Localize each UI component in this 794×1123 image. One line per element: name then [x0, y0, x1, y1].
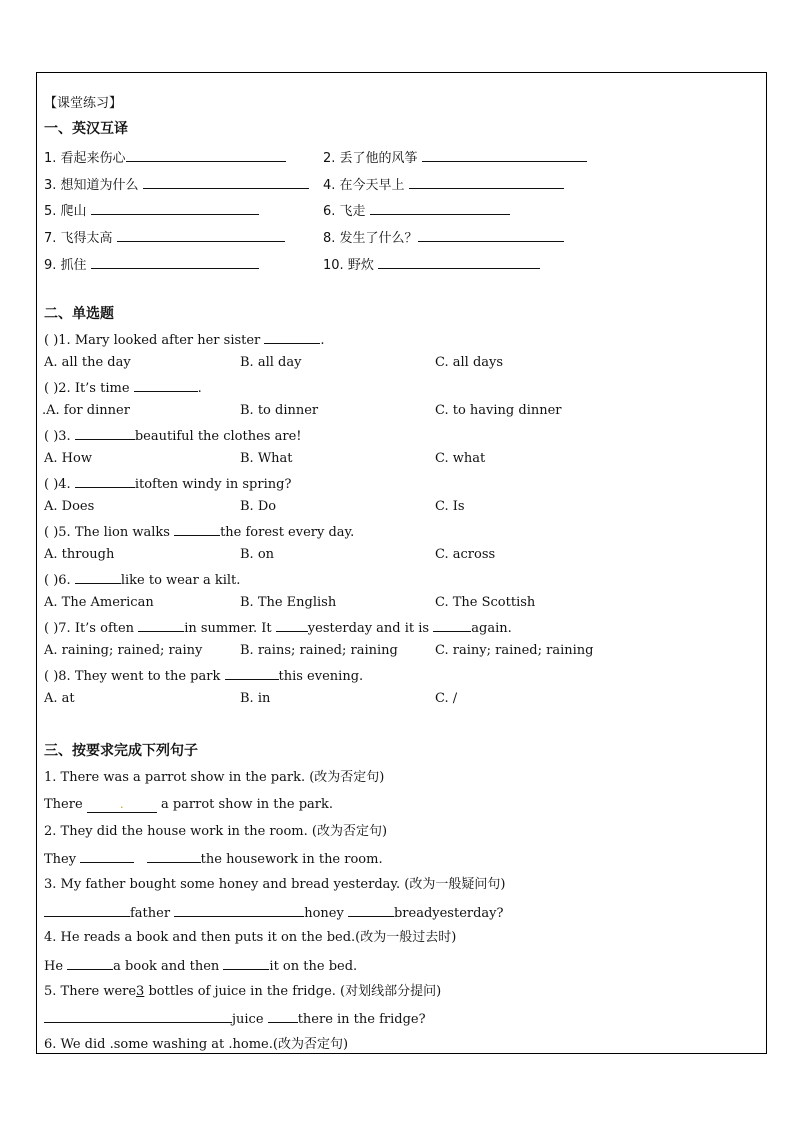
rewrite-question — [44, 984, 441, 1000]
mc-question — [44, 427, 302, 445]
translation-item — [44, 202, 259, 220]
mc-question — [44, 523, 354, 541]
answer-blank[interactable] — [44, 904, 130, 917]
question-text: 3. — [58, 429, 71, 444]
question-text: 5. The lion walks — [58, 525, 170, 540]
rewrite-question: 4. He reads a book and then puts it on the bed.(改为一般过去时) — [44, 930, 457, 945]
answer-blank[interactable] — [433, 619, 471, 632]
item-text: 抓住 — [60, 258, 87, 273]
option-b: B. on — [240, 547, 275, 562]
answer-bracket[interactable]: ( ) — [44, 381, 59, 396]
item-text: 飞得太高 — [60, 231, 113, 246]
answer-text: juice — [232, 1012, 264, 1027]
answer-blank[interactable] — [174, 523, 220, 536]
answer-blank[interactable] — [138, 619, 184, 632]
answer-bracket[interactable]: ( ) — [44, 429, 59, 444]
option-a: A. all the day — [44, 355, 131, 370]
option-b: B. to dinner — [240, 403, 319, 418]
option-a: A. at — [44, 691, 75, 706]
answer-blank[interactable] — [378, 256, 540, 269]
answer-blank[interactable] — [409, 176, 564, 189]
answer-text: father — [130, 906, 171, 921]
answer-blank[interactable] — [75, 427, 135, 440]
answer-blank[interactable] — [264, 331, 320, 344]
item-text: 丢了他的风筝 — [339, 151, 418, 166]
item-number: 1. — [44, 151, 57, 166]
question-text: this evening. — [278, 669, 364, 684]
question-text: beautiful the clothes are! — [134, 429, 302, 444]
translation-item — [44, 149, 286, 167]
mc-question — [44, 619, 512, 637]
mc-question — [44, 379, 202, 397]
answer-text: a book and then — [113, 959, 220, 974]
translation-item — [323, 229, 564, 247]
answer-blank[interactable] — [126, 149, 286, 162]
item-text: 想知道为什么 — [60, 178, 139, 193]
item-number: 7. — [44, 231, 57, 246]
option-b: B. The English — [240, 595, 337, 610]
answer-blank[interactable] — [276, 619, 308, 632]
dot-mark: . — [120, 798, 124, 811]
answer-text: He — [44, 959, 64, 974]
answer-bracket[interactable]: ( ) — [44, 669, 59, 684]
answer-blank[interactable] — [87, 800, 157, 813]
question-text: . — [197, 381, 202, 396]
item-text: 野炊 — [347, 258, 374, 273]
mc-question — [44, 475, 291, 493]
rewrite-question: 6. We did .some washing at .home.(改为否定句) — [44, 1037, 349, 1052]
item-text: 爬山 — [60, 204, 87, 219]
item-number: 6. — [323, 204, 336, 219]
part1-heading: 一、英汉互译 — [44, 121, 128, 137]
question-text: 4. — [58, 477, 71, 492]
option-b: B. Do — [240, 499, 277, 514]
answer-blank[interactable] — [418, 229, 564, 242]
answer-blank[interactable] — [268, 1010, 298, 1023]
answer-blank[interactable] — [67, 957, 113, 970]
answer-blank[interactable] — [80, 850, 134, 863]
answer-text: it on the bed. — [269, 959, 358, 974]
option-c: C. The Scottish — [435, 595, 536, 610]
answer-blank[interactable] — [134, 379, 198, 392]
answer-bracket[interactable]: ( ) — [44, 333, 59, 348]
option-c: C. / — [435, 691, 458, 706]
rewrite-answer — [44, 850, 383, 868]
option-a: A. How — [44, 451, 92, 466]
answer-blank[interactable] — [91, 202, 259, 215]
rewrite-question: 3. My father bought some honey and bread yesterday. (改为一般疑问句) — [44, 877, 506, 892]
option-b: B. in — [240, 691, 271, 706]
option-c: C. rainy; rained; raining — [435, 643, 594, 658]
question-text: 6. — [58, 573, 71, 588]
question-text: the forest every day. — [220, 525, 355, 540]
question-text: 5. There were — [44, 984, 137, 999]
question-text: like to wear a kilt. — [120, 573, 241, 588]
answer-text: They — [44, 852, 77, 867]
question-text: bottles of juice in the fridge. (对划线部分提问) — [148, 984, 442, 999]
option-a: A. through — [44, 547, 115, 562]
question-text: again. — [471, 621, 512, 636]
translation-item — [323, 149, 587, 167]
question-text: 1. Mary looked after her sister — [58, 333, 261, 348]
underlined-number: 3 — [136, 984, 145, 999]
answer-blank[interactable] — [75, 571, 121, 584]
translation-item — [44, 176, 309, 194]
item-text: 看起来伤心 — [60, 151, 126, 166]
translation-item — [323, 256, 540, 274]
answer-blank[interactable] — [143, 176, 309, 189]
part2-heading: 二、单选题 — [44, 306, 114, 322]
item-number: 2. — [323, 151, 336, 166]
part3-heading: 三、按要求完成下列句子 — [44, 743, 198, 759]
translation-item — [323, 176, 564, 194]
translation-item — [44, 229, 285, 247]
question-text: 8. They went to the park — [58, 669, 221, 684]
question-text: in summer. It — [184, 621, 272, 636]
rewrite-question: 2. They did the house work in the room. (改为否定句) — [44, 824, 388, 839]
option-c: C. all days — [435, 355, 504, 370]
question-text: . — [320, 333, 325, 348]
answer-bracket[interactable]: ( ) — [44, 573, 59, 588]
translation-item — [44, 256, 259, 274]
item-number: 10. — [323, 258, 344, 273]
answer-text: the housework in the room. — [200, 852, 383, 867]
option-a: .A. for dinner — [42, 403, 130, 418]
item-number: 3. — [44, 178, 57, 193]
answer-bracket[interactable]: ( ) — [44, 477, 59, 492]
mc-question — [44, 331, 325, 349]
option-a: A. Does — [44, 499, 95, 514]
option-b: B. rains; rained; raining — [240, 643, 398, 658]
rewrite-answer — [44, 904, 504, 922]
answer-bracket[interactable]: ( ) — [44, 621, 59, 636]
option-b: B. all day — [240, 355, 302, 370]
answer-text: a parrot show in the park. — [160, 797, 334, 812]
rewrite-answer — [44, 797, 333, 813]
answer-blank[interactable] — [223, 957, 269, 970]
answer-text: honey — [304, 906, 344, 921]
answer-bracket[interactable]: ( ) — [44, 525, 59, 540]
item-number: 9. — [44, 258, 57, 273]
option-c: C. across — [435, 547, 496, 562]
option-c: C. what — [435, 451, 486, 466]
mc-question — [44, 667, 363, 685]
option-a: A. The American — [44, 595, 154, 610]
rewrite-answer — [44, 1010, 426, 1028]
answer-text: There — [44, 797, 83, 812]
answer-text: there in the fridge? — [297, 1012, 426, 1027]
mc-question — [44, 571, 240, 589]
answer-blank[interactable] — [174, 904, 304, 917]
question-text: 7. It’s often — [58, 621, 135, 636]
option-c: C. Is — [435, 499, 465, 514]
option-a: A. raining; rained; rainy — [44, 643, 203, 658]
item-number: 4. — [323, 178, 336, 193]
answer-blank[interactable] — [225, 667, 279, 680]
answer-blank[interactable] — [44, 1010, 232, 1023]
answer-text: breadyesterday? — [393, 906, 504, 921]
option-c: C. to having dinner — [435, 403, 562, 418]
rewrite-question: 1. There was a parrot show in the park. (改为否定句) — [44, 770, 385, 785]
item-number: 8. — [323, 231, 336, 246]
answer-blank[interactable] — [147, 850, 201, 863]
option-b: B. What — [240, 451, 293, 466]
question-text: 2. It’s time — [58, 381, 130, 396]
section-title: 【课堂练习】 — [44, 96, 123, 111]
answer-blank[interactable] — [75, 475, 135, 488]
item-number: 5. — [44, 204, 57, 219]
answer-blank[interactable] — [117, 229, 285, 242]
answer-blank[interactable] — [348, 904, 394, 917]
item-text: 发生了什么？ — [339, 231, 418, 246]
rewrite-answer — [44, 957, 357, 975]
translation-item — [323, 202, 510, 220]
question-text: itoften windy in spring? — [134, 477, 292, 492]
item-text: 在今天早上 — [339, 178, 405, 193]
item-text: 飞走 — [339, 204, 366, 219]
question-text: yesterday and it is — [307, 621, 430, 636]
answer-blank[interactable] — [91, 256, 259, 269]
answer-blank[interactable] — [370, 202, 510, 215]
answer-blank[interactable] — [422, 149, 587, 162]
